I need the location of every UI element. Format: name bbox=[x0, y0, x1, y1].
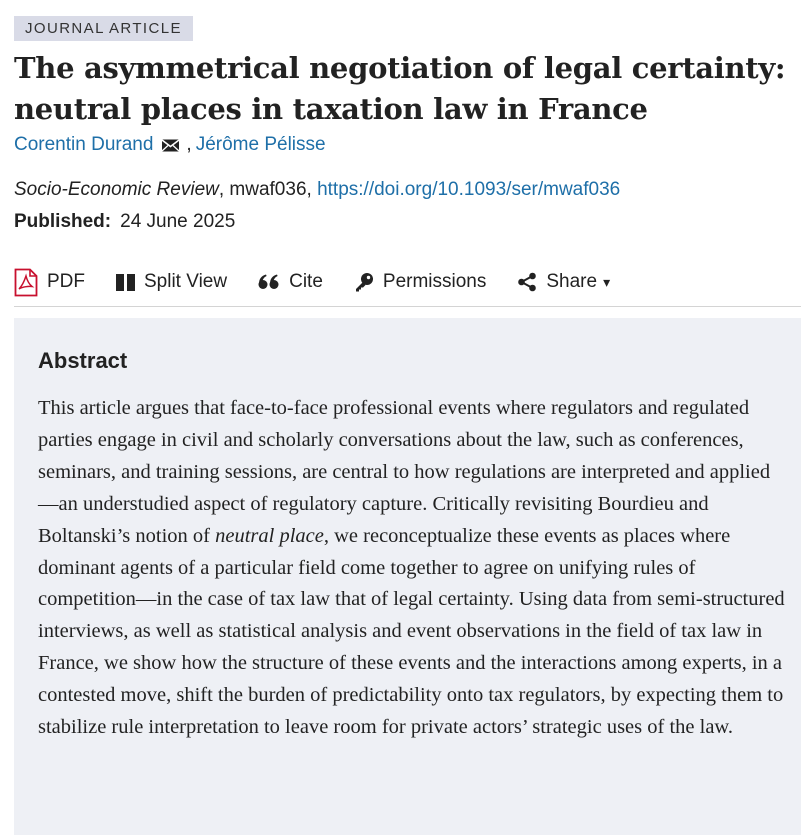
pdf-label: PDF bbox=[47, 271, 85, 292]
pdf-button[interactable] bbox=[14, 268, 85, 297]
abstract-text-part-2: , we reconceptualize these events as places where dominant agents of a particular field come together to agree on unifying rules of competition—in the case of tax law that of legal certainty. Using data from semi-structured interviews, as well as statistical analysis and event observations in the field of tax law in France, we show how the structure of these events and the interactions among experts, in a contested move, shift the burden of predictability onto tax regulators, by expecting them to stabilize rule interpretation to leave room for private actors’ strategic uses of the law. bbox=[38, 524, 785, 739]
cite-button[interactable] bbox=[258, 271, 323, 293]
author-link-corentin-durand[interactable]: Corentin Durand bbox=[14, 134, 154, 155]
article-title: The asymmetrical negotiation of legal certainty: neutral places in taxation law in France bbox=[14, 51, 786, 126]
article-id: , mwaf036, bbox=[218, 179, 318, 200]
abstract-section bbox=[14, 318, 801, 835]
toolbar-divider bbox=[14, 306, 801, 307]
share-icon bbox=[517, 272, 537, 292]
share-label: Share bbox=[546, 271, 598, 292]
abstract-text bbox=[38, 393, 790, 744]
share-button[interactable] bbox=[517, 271, 610, 293]
published-date: 24 June 2025 bbox=[120, 211, 236, 232]
abstract-emphasis: neutral place bbox=[215, 524, 324, 547]
article-toolbar bbox=[14, 264, 610, 300]
cite-label: Cite bbox=[289, 271, 323, 292]
published-date-line bbox=[14, 209, 235, 235]
split-view-icon bbox=[116, 274, 135, 291]
published-label: Published: bbox=[14, 211, 112, 232]
split-view-button[interactable] bbox=[116, 271, 227, 293]
abstract-heading: Abstract bbox=[38, 348, 128, 373]
author-list bbox=[14, 132, 326, 158]
permissions-button[interactable] bbox=[354, 271, 486, 293]
journal-name: Socio-Economic Review bbox=[14, 179, 219, 200]
article-type-badge: JOURNAL ARTICLE bbox=[14, 16, 193, 41]
author-separator: , bbox=[186, 134, 192, 155]
email-icon[interactable] bbox=[161, 138, 180, 153]
author-link-jerome-pelisse[interactable]: Jérôme Pélisse bbox=[195, 134, 326, 155]
chevron-down-icon: ▾ bbox=[603, 273, 611, 290]
permissions-label: Permissions bbox=[382, 271, 487, 292]
pdf-icon bbox=[14, 268, 38, 297]
split-view-label: Split View bbox=[144, 271, 228, 292]
key-icon bbox=[354, 272, 374, 292]
quote-icon bbox=[258, 274, 280, 290]
abstract-text-part-1: This article argues that face-to-face professional events where regulators and regulated parties engage in civil and scholarly conversations about the law, such as conferences, seminars, and training sessions, are central to how regulations are interpreted and applied—an understudied aspect of regulatory capture. Critically revisiting Bourdieu and Boltanski’s notion of bbox=[38, 397, 771, 547]
citation-line bbox=[14, 177, 620, 203]
doi-link[interactable]: https://doi.org/10.1093/ser/mwaf036 bbox=[317, 179, 621, 200]
